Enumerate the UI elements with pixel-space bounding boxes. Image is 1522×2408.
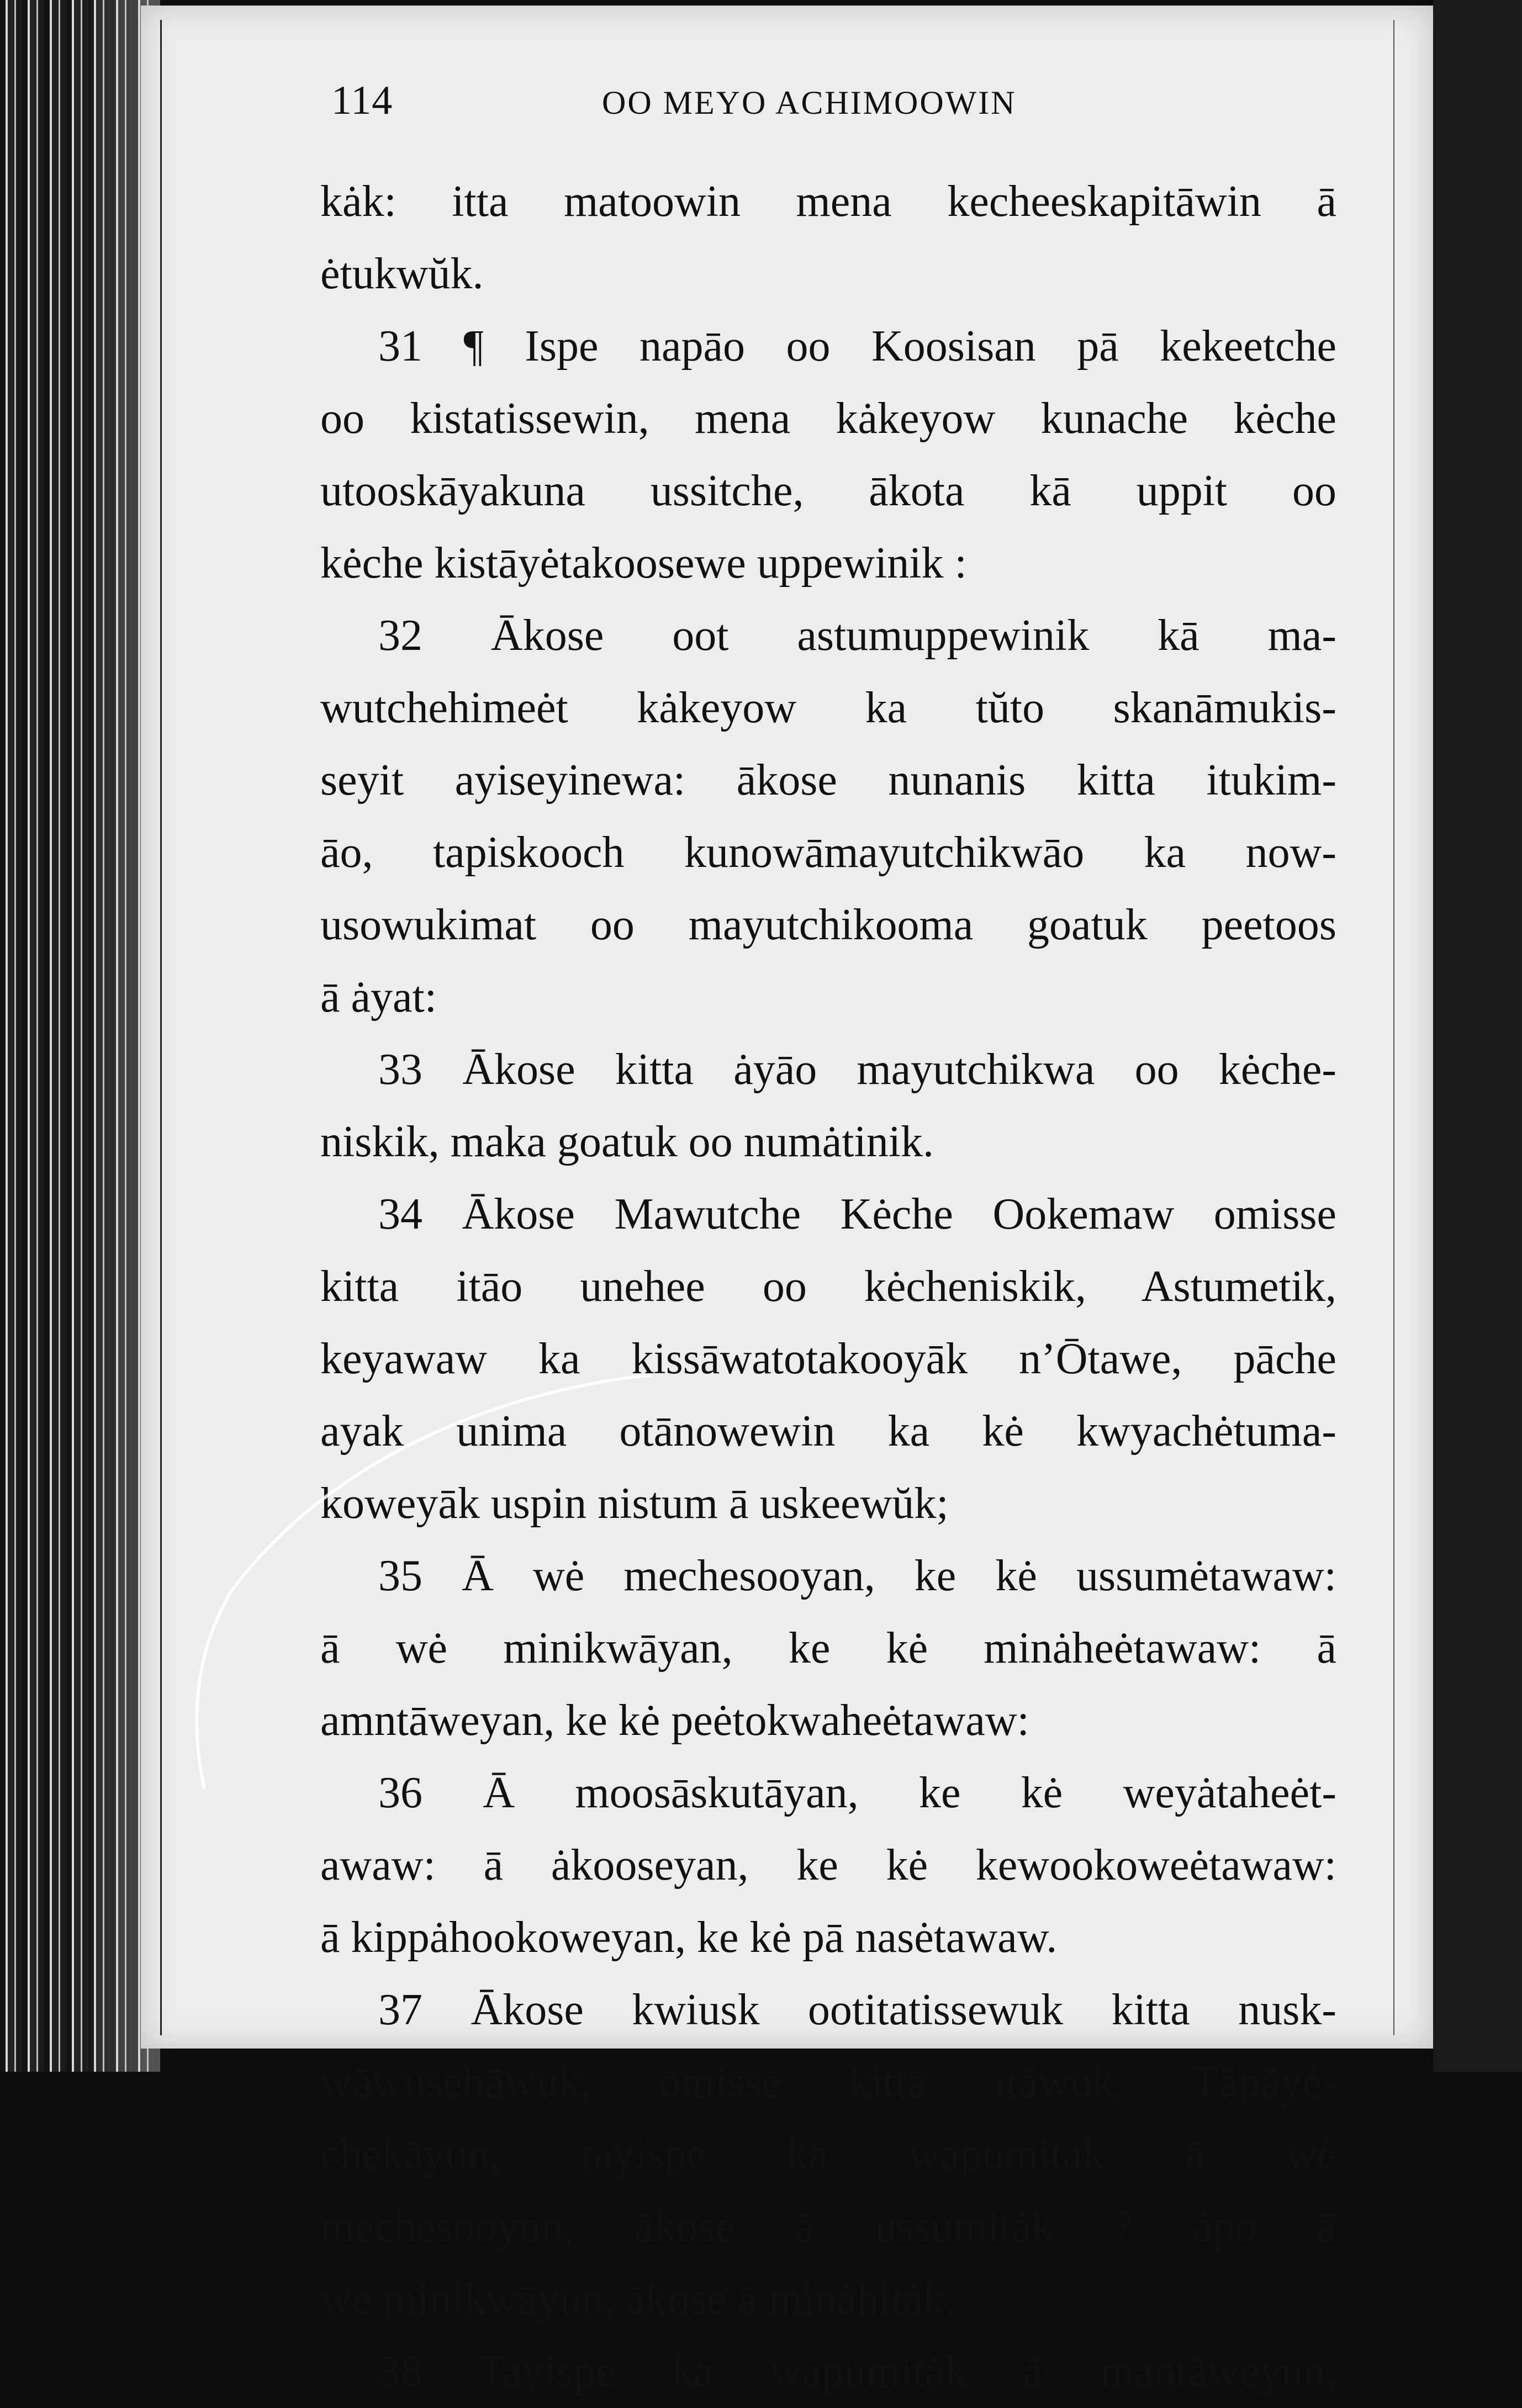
text-line: kitta itāo unehee oo kėcheniskik, Astumetik,	[320, 1262, 1336, 1311]
text-line: koweyāk uspin nistum ā uskeewŭk;	[320, 1479, 949, 1528]
text-line: niskik, maka goatuk oo numȧtinik.	[320, 1118, 934, 1166]
page-number: 114	[331, 78, 393, 123]
verse-31-start: 31 ¶ Ispe napāo oo Koosisan pā kekeetche	[378, 322, 1336, 371]
verse-37-start: 37 Ākose kwiusk ootitatissewuk kitta nusk-	[378, 1986, 1336, 2034]
verse-36-start: 36 Ā moosāskutāyan, ke kė weyȧtaheėt-	[378, 1769, 1336, 1817]
text-line: seyit ayiseyinewa: ākose nunanis kitta itukim-	[320, 756, 1336, 805]
text-line: ėtukwŭk.	[320, 250, 484, 298]
text-line: chekāyun, tayispe ka wapumitȧk ā wė	[320, 2130, 1336, 2179]
text-line: ayak unima otānowewin ka kė kwyachėtuma-	[320, 1407, 1336, 1456]
verse-35-start: 35 Ā wė mechesooyan, ke kė ussumėtawaw:	[378, 1552, 1336, 1600]
text-line: utooskāyakuna ussitche, ākota kā uppit oo	[320, 467, 1336, 515]
verse-32-start: 32 Ākose oot astumuppewinik kā ma-	[378, 611, 1336, 660]
text-line: awaw: ā ȧkooseyan, ke kė kewookoweėtawaw:	[320, 1841, 1336, 1890]
page-header	[331, 77, 1336, 138]
text-line: amntāweyan, ke kė peėtokwaheėtawaw:	[320, 1696, 1029, 1745]
verse-34-start: 34 Ākose Mawutche Kėche Ookemaw omisse	[378, 1190, 1336, 1239]
right-margin-strip	[1433, 0, 1522, 2072]
text-line: āo, tapiskooch kunowāmayutchikwāo ka now-	[320, 828, 1336, 877]
text-line: usowukimat oo mayutchikooma goatuk peetoos	[320, 901, 1336, 949]
body-text	[320, 166, 1336, 2408]
verse-33-start: 33 Ākose kitta ȧyāo mayutchikwa oo kėche-	[378, 1045, 1336, 1094]
running-head: OO MEYO ACHIMOOWIN	[602, 84, 1017, 121]
text-line: wė minikwāyun, ākose ā minȧhitȧk.	[320, 2275, 956, 2324]
text-line: ā wė minikwāyan, ke kė minȧheėtawaw: ā	[320, 1624, 1336, 1673]
text-line: wāwusehāwuk, omisse kitta itāwuk, Tāpāyė-	[320, 2058, 1336, 2107]
verse-38-start: 38 Tayispe ka wapumitȧk ā mantāweyun,	[378, 2347, 1336, 2396]
text-line: kȧk: itta matoowin mena kecheeskapitāwin ā	[320, 177, 1336, 226]
text-line: keyawaw ka kissāwatotakooyāk n’Ōtawe, pāche	[320, 1335, 1336, 1383]
text-line: mechesooyun, ākose ā ussumitȧk ? ȧpo ā	[320, 2203, 1336, 2251]
text-line: ā kippȧhookoweyan, ke kė pā nasėtawaw.	[320, 1913, 1058, 1962]
text-line: kėche kistāyėtakoosewe uppewinik :	[320, 539, 967, 588]
text-line: wutchehimeėt kȧkeyow ka tŭto skanāmukis-	[320, 684, 1336, 732]
text-line: ā ȧyat:	[320, 973, 437, 1022]
text-line: oo kistatissewin, mena kȧkeyow kunache kėche	[320, 394, 1336, 443]
